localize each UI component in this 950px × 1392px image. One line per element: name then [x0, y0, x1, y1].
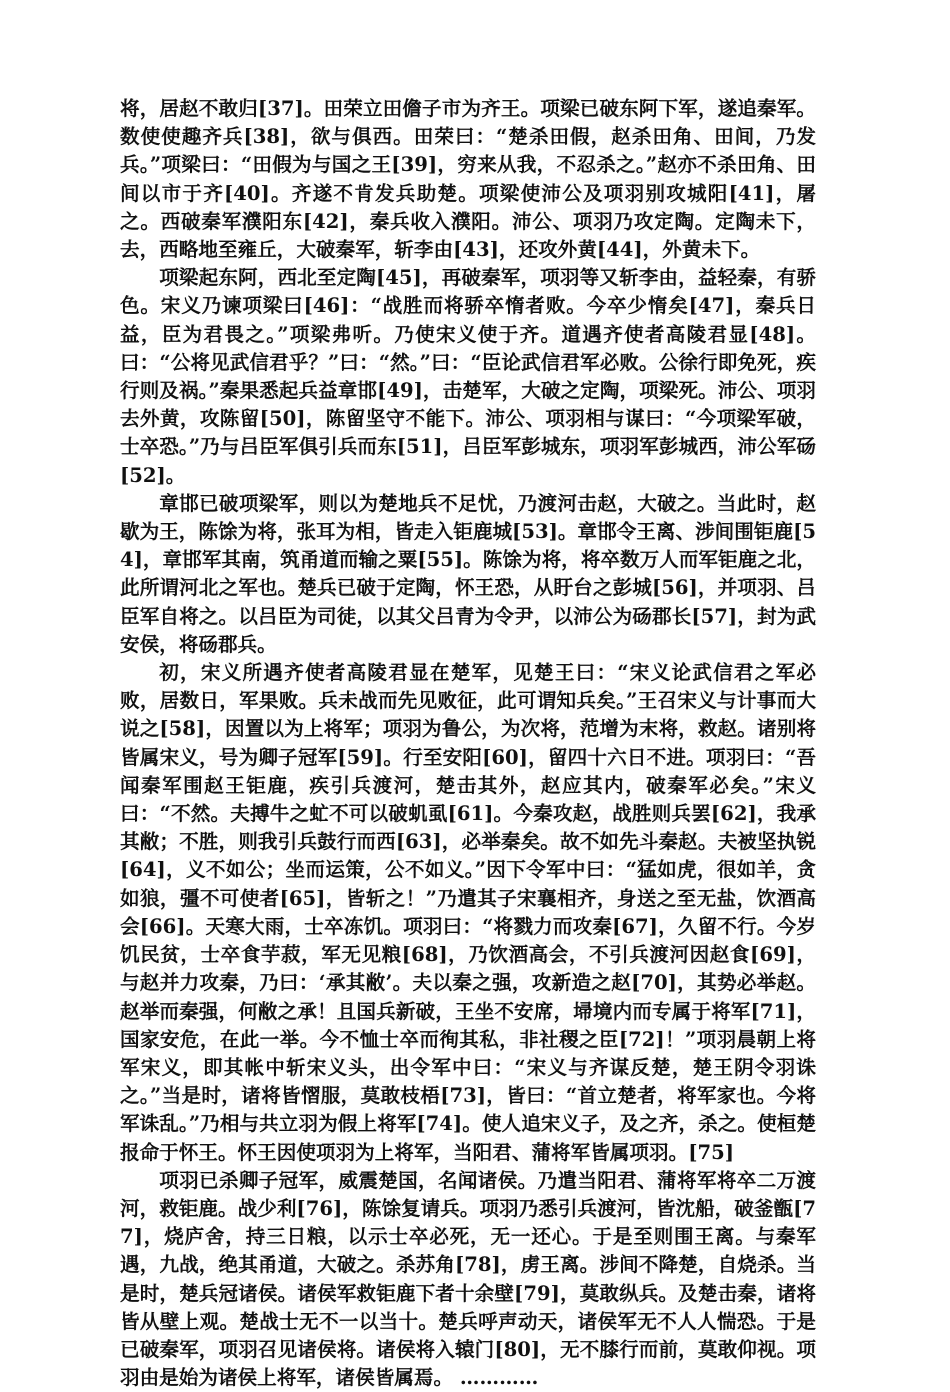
paragraph-4: 初，宋义所遇齐使者高陵君显在楚军，见楚王曰：“宋义论武信君之军必败，居数日，军果败。兵未战而先见败征，此可谓知兵矣。”王召宋义与计事而大说之[58]，因置以为上将军；项羽为鲁公，为次将，范增为末将，救赵。诸别将皆属宋义，号为卿子冠军[59]。行至安阳[60]，留四十六日不进。项羽曰：“吾闻秦军围赵王钜鹿，疾引兵渡河，楚击其外，赵应其内，破秦军必矣。”宋义曰：“不然。夫搏牛之虻不可以破虮虱[61]。今秦攻赵，战胜则兵罢[62]，我承其敝；不胜，则我引兵鼓行而西[63]，必举秦矣。故不如先斗秦赵。夫被坚执锐[64]，义不如公；坐而运策，公不如义。”因下令军中曰：“猛如虎，很如羊，贪如狼，彊不可使者[65]，皆斩之！”乃遣其子宋襄相齐，身送之至无盐，饮酒高会[66]。天寒大雨，士卒冻饥。项羽曰：“将戮力而攻秦[67]，久留不行。今岁饥民贫，士卒食芋菽，军无见粮[68]，乃饮酒高会，不引兵渡河因赵食[69]，与赵并力攻秦，乃曰：‘承其敝’。夫以秦之强，攻新造之赵[70]，其势必举赵。赵举而秦强，何敝之承！且国兵新破，王坐不安席，埽境内而专属于将军[71]，国家安危，在此一举。今不恤士卒而徇其私，非社稷之臣[72]！”项羽晨朝上将军宋义，即其帐中斩宋义头，出令军中曰：“宋义与齐谋反楚，楚王阴令羽诛之。”当是时，诸将皆慴服，莫敢枝梧[73]，皆曰：“首立楚者，将军家也。今将军诛乱。”乃相与共立羽为假上将军[74]。使人追宋义子，及之齐，杀之。使桓楚报命于怀王。怀王因使项羽为上将军，当阳君、蒲将军皆属项羽。[75] [120, 661, 816, 1164]
paragraph-2: 项梁起东阿，西北至定陶[45]，再破秦军，项羽等又斩李由，益轻秦，有骄色。宋义乃谏项梁曰[46]：“战胜而将骄卒惰者败。今卒少惰矣[47]，秦兵日益，臣为君畏之。”项梁弗听。乃使宋义使于齐。道遇齐使者高陵君显[48]。曰：“公将见武信君乎？”曰：“然。”曰：“臣论武信君军必败。公徐行即免死，疾行则及祸。”秦果悉起兵益章邯[49]，击楚军，大破之定陶，项梁死。沛公、项羽去外黄，攻陈留[50]，陈留坚守不能下。沛公、项羽相与谋曰：“今项梁军破，士卒恐。”乃与吕臣军俱引兵而东[51]，吕臣军彭城东，项羽军彭城西，沛公军砀[52]。 [120, 266, 816, 487]
paragraph-3: 章邯已破项梁军，则以为楚地兵不足忧，乃渡河击赵，大破之。当此时，赵歇为王，陈馀为将，张耳为相，皆走入钜鹿城[53]。章邯令王离、涉间围钜鹿[54]，章邯军其南，筑甬道而输之粟[55]。陈馀为将，将卒数万人而军钜鹿之北，此所谓河北之军也。楚兵已破于定陶，怀王恐，从盱台之彭城[56]，并项羽、吕臣军自将之。以吕臣为司徒，以其父吕青为令尹，以沛公为砀郡长[57]，封为武安侯，将砀郡兵。 [120, 491, 816, 656]
paragraph-5: 项羽已杀卿子冠军，威震楚国，名闻诸侯。乃遣当阳君、蒲将军将卒二万渡河，救钜鹿。战少利[76]，陈馀复请兵。项羽乃悉引兵渡河，皆沈船，破釜甑[77]，烧庐舍，持三日粮，以示士卒必死，无一还心。于是至则围王离。与秦军遇，九战，绝其甬道，大破之。杀苏角[78]，虏王离。涉间不降楚，自烧杀。当是时，楚兵冠诸侯。诸侯军救钜鹿下者十余壁[79]，莫敢纵兵。及楚击秦，诸将皆从壁上观。楚战士无不一以当十。楚兵呼声动天，诸侯军无不人人惴恐。于是已破秦军，项羽召见诸侯将。诸侯将入辕门[80]，无不膝行而前，莫敢仰视。项羽由是始为诸侯上将军，诸侯皆属焉。 ………… [120, 1168, 816, 1390]
document-page [120, 95, 816, 1392]
paragraph-1: 将，居赵不敢归[37]。田荣立田儋子市为齐王。项梁已破东阿下军，遂追秦军。数使使趣齐兵[38]，欲与俱西。田荣曰：“楚杀田假，赵杀田角、田间，乃发兵。”项梁曰：“田假为与国之王[39]，穷来从我，不忍杀之。”赵亦不杀田角、田间以市于齐[40]。齐遂不肯发兵助楚。项梁使沛公及项羽别攻城阳[41]，屠之。西破秦军濮阳东[42]，秦兵收入濮阳。沛公、项羽乃攻定陶。定陶未下，去，西略地至雍丘，大破秦军，斩李由[43]，还攻外黄[44]，外黄未下。 [120, 97, 816, 262]
